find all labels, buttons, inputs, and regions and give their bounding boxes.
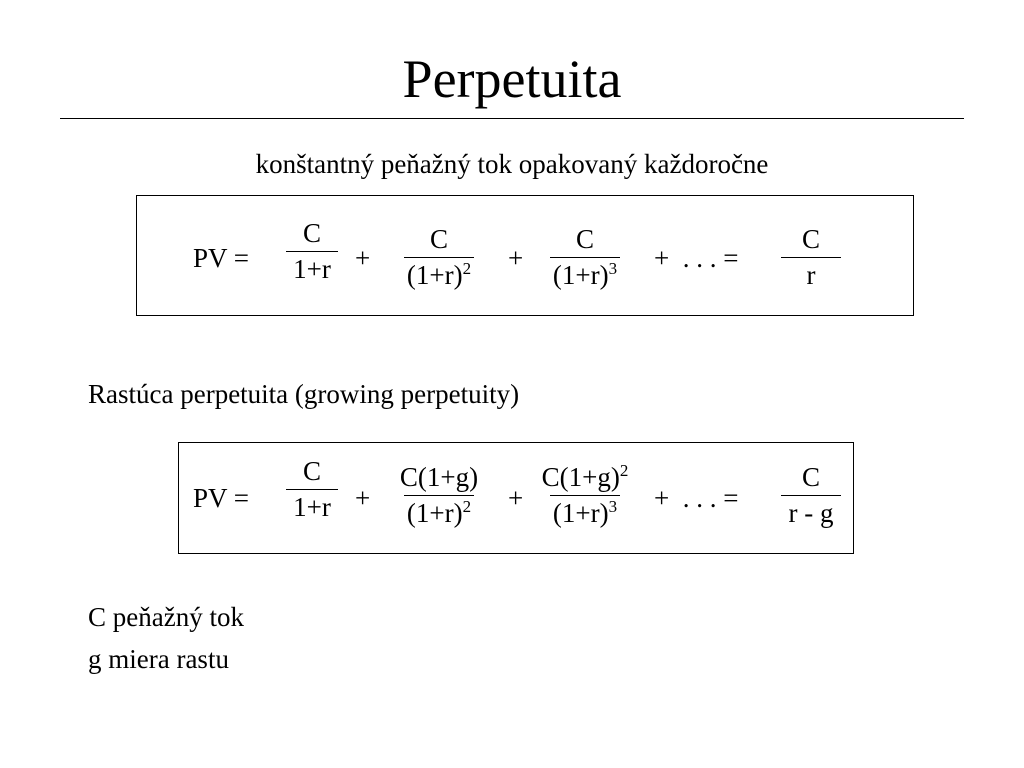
- legend-c: C peňažný tok: [88, 602, 244, 632]
- fraction-bar: [550, 257, 620, 258]
- formula1-result: [780, 224, 842, 290]
- formula2-plus-1: +: [355, 483, 371, 513]
- formula1-result-denominator: r: [806, 260, 816, 290]
- growing-perpetuity-heading: Rastúca perpetuita (growing perpetuity): [88, 379, 520, 409]
- formula1-plus-1: +: [355, 243, 371, 273]
- formula2-term1: [284, 456, 340, 522]
- formula2-lhs: PV =: [193, 483, 250, 513]
- formula2-term1-numerator: C: [302, 456, 321, 486]
- formula2-ellipsis-equals: + . . . =: [654, 483, 739, 513]
- formula2-term2-denominator: $(1+r)^2$: [406, 497, 472, 528]
- formula1-term3-numerator: C: [575, 224, 594, 254]
- formula2-term2-numerator: C(1+g): [399, 462, 479, 492]
- formula1-term2-denominator: $(1+r)^2$: [406, 259, 472, 290]
- slide-title: Perpetuita: [402, 49, 622, 109]
- title-divider: [60, 118, 964, 119]
- subtitle: konštantný peňažný tok opakovaný každoročne: [255, 149, 769, 179]
- fraction-bar: [404, 495, 474, 496]
- formula2-term3-numerator: $C(1+g)^2$: [541, 461, 629, 492]
- formula2-result-numerator: C: [801, 462, 820, 492]
- formula1-term2: [396, 224, 482, 290]
- formula2-result: [774, 462, 848, 528]
- fraction-bar: [781, 257, 841, 258]
- formula2-plus-2: +: [508, 483, 524, 513]
- formula2-term3-denominator: $(1+r)^3$: [552, 497, 618, 528]
- fraction-bar: [550, 495, 620, 496]
- formula1-ellipsis-equals: + . . . =: [654, 243, 739, 273]
- fraction-bar: [781, 495, 841, 496]
- formula1-result-numerator: C: [801, 224, 820, 254]
- formula1-lhs: PV =: [193, 243, 250, 273]
- formula1-term1-numerator: C: [302, 218, 321, 248]
- formula2-result-denominator: r - g: [788, 498, 834, 528]
- formula1-term1-denominator: 1+r: [293, 254, 331, 284]
- fraction-bar: [286, 489, 338, 490]
- fraction-bar: [404, 257, 474, 258]
- formula1-plus-2: +: [508, 243, 524, 273]
- legend-g: g miera rastu: [88, 644, 229, 674]
- formula2-term2: [386, 462, 492, 528]
- formula1-term2-numerator: C: [429, 224, 448, 254]
- formula1-term3-denominator: $(1+r)^3$: [552, 259, 618, 290]
- fraction-bar: [286, 251, 338, 252]
- formula2-term1-denominator: 1+r: [293, 492, 331, 522]
- formula1-term1: [284, 218, 340, 284]
- formula1-term3: [542, 224, 628, 290]
- formula2-term3: [524, 462, 646, 528]
